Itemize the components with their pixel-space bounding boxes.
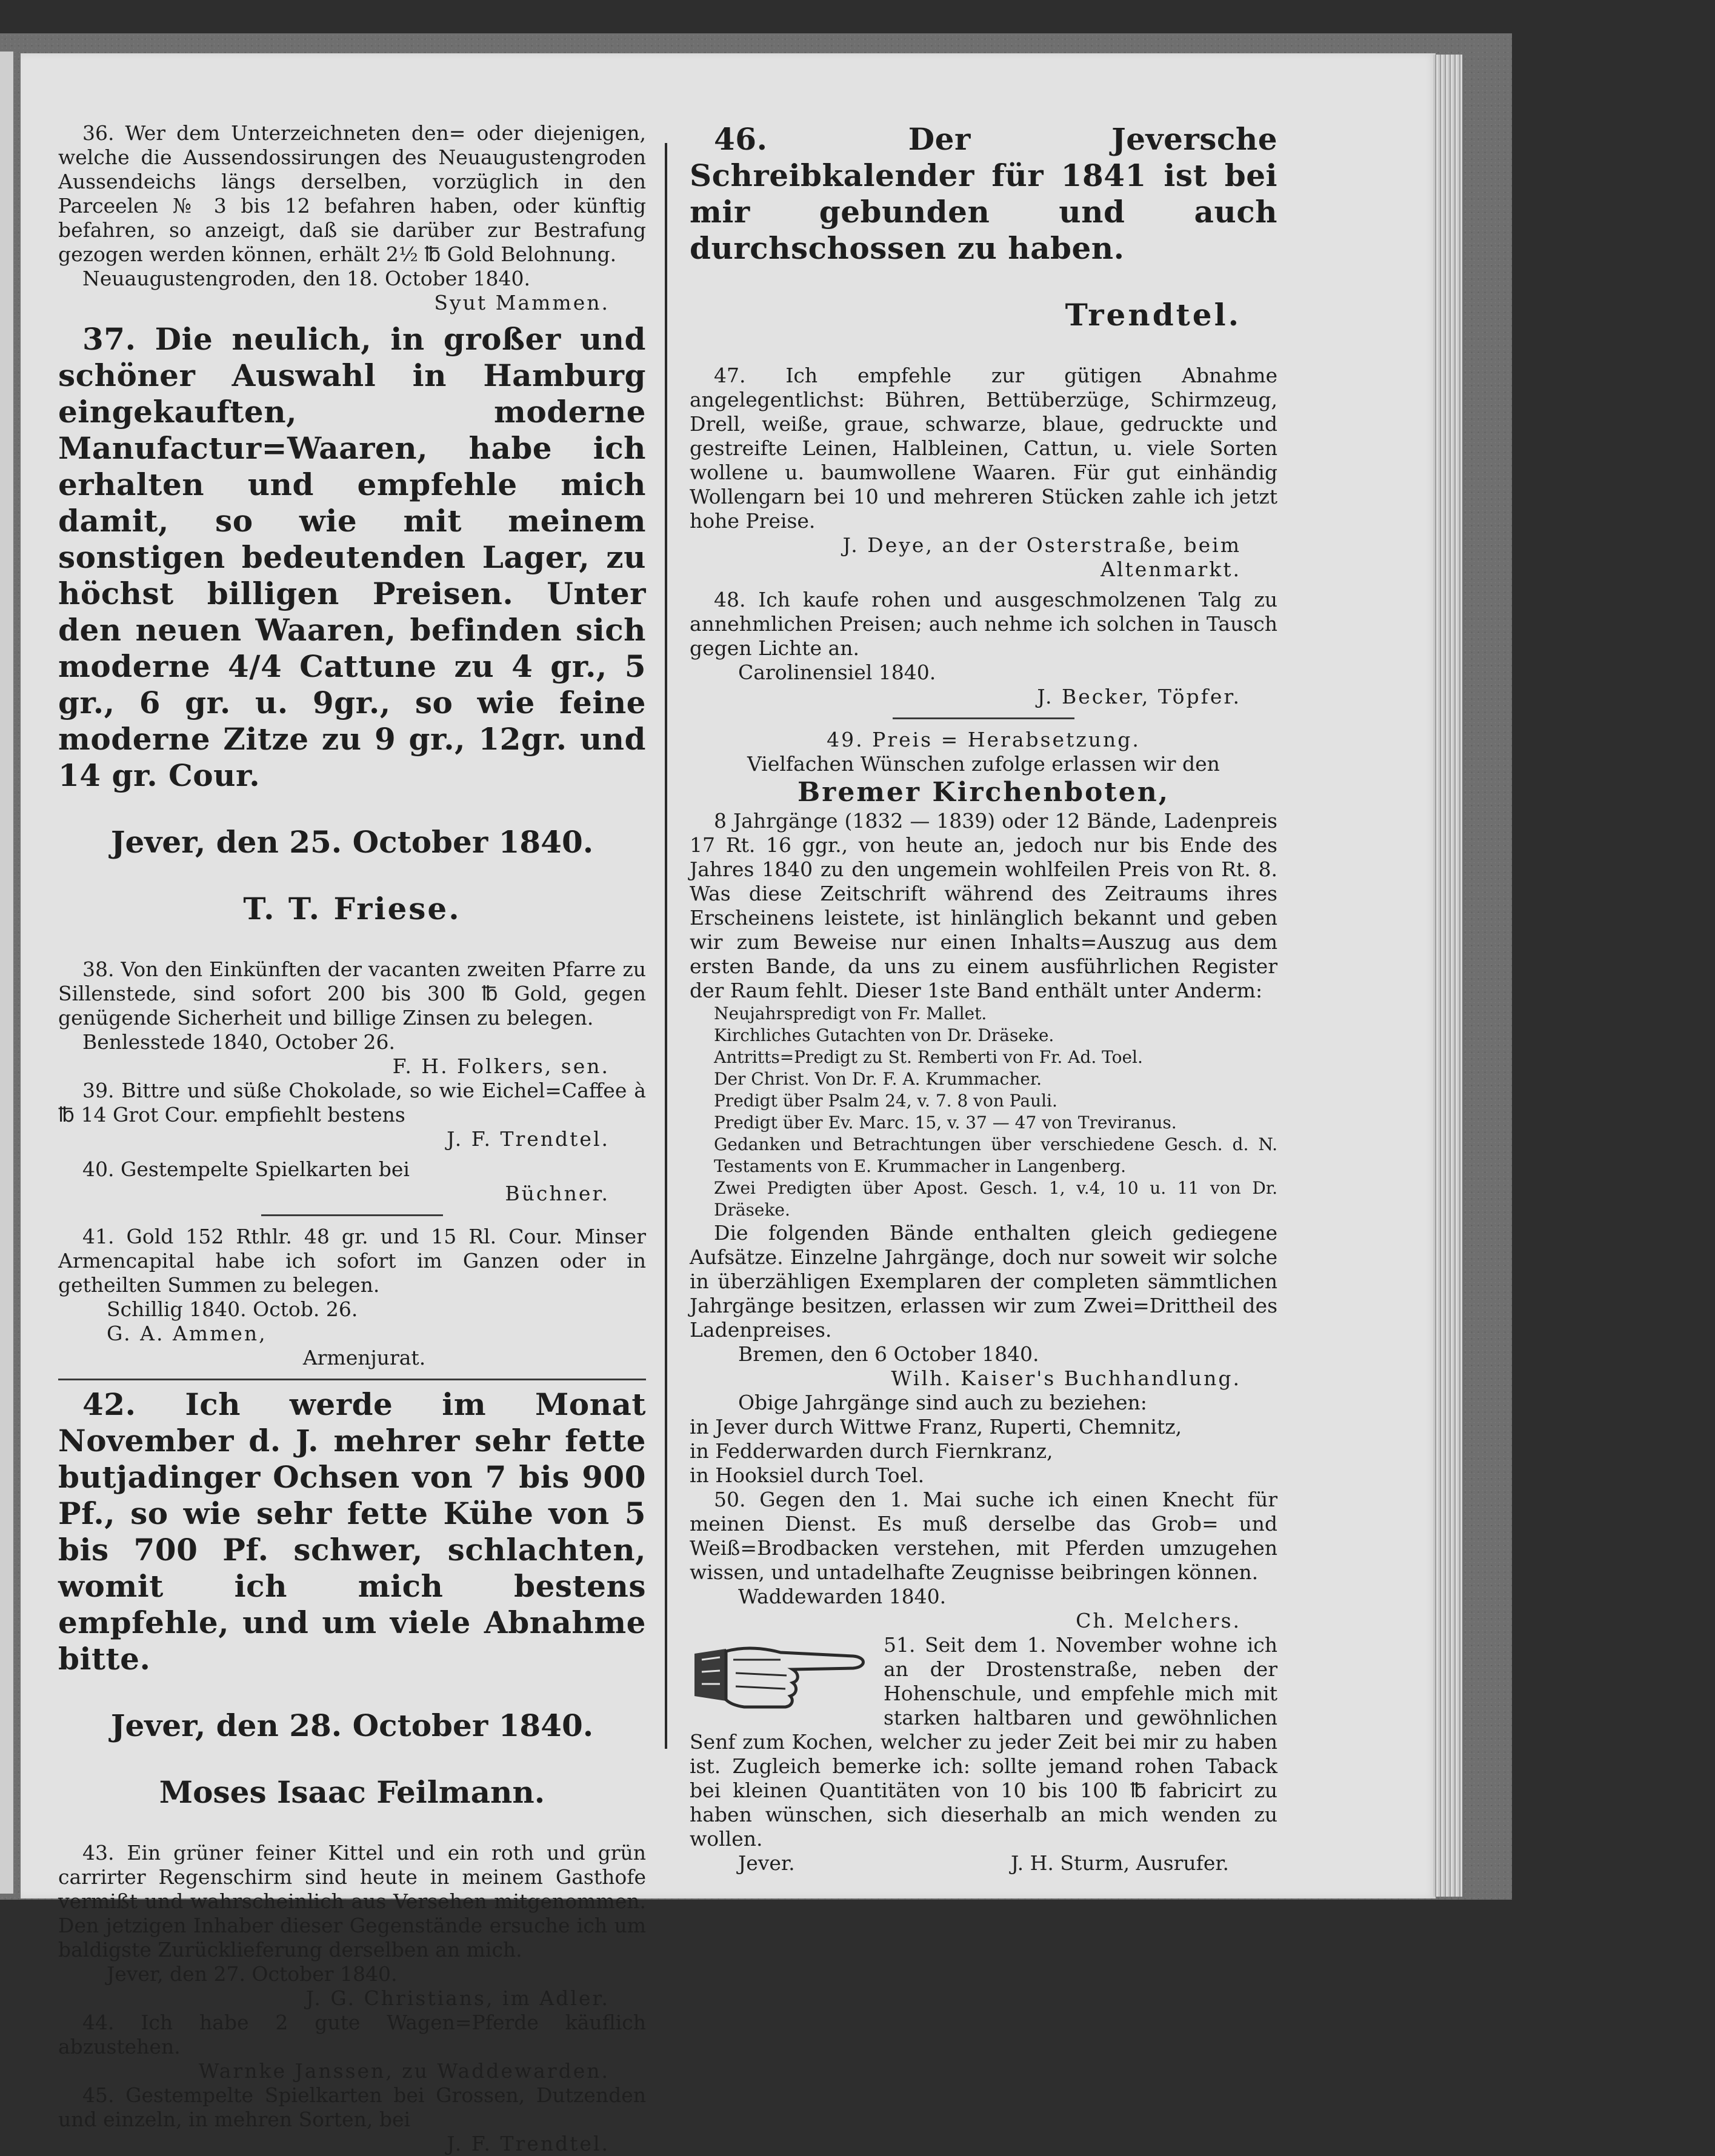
notice-40-signature: Büchner. bbox=[505, 1182, 610, 1205]
notice-48-place: Carolinensiel 1840. bbox=[738, 660, 936, 684]
notice-36-text: 36. Wer dem Unterzeichneten den= oder diejenigen, welche die Aussendossirungen des Neuaugustengroden Aussendeichs längs derselben, vorzüglich in den Parceelen № 3 bis 12 befahren haben, oder künftig befahren, so anzeigt, daß sie darüber zur Bestrafung gezogen werden können, erhält 2½ ℔ Gold Belohnung. bbox=[58, 121, 646, 266]
notice-36-signature: Syut Mammen. bbox=[434, 291, 610, 314]
notice-48-text: 48. Ich kaufe rohen und ausgeschmolzenen Talg zu annehmlichen Preisen; auch nehme ich solchen in Tausch gegen Lichte an. bbox=[690, 588, 1277, 660]
separator bbox=[893, 717, 1074, 719]
notice-46-text: 46. Der Jeversche Schreibkalender für 1841 ist bei mir gebunden und auch durchschossen zu haben. bbox=[690, 121, 1277, 266]
notice-44-signature: Warnke Janssen, zu Waddewarden. bbox=[198, 2059, 610, 2083]
notice-37-place: Jever, den 25. October 1840. bbox=[110, 824, 594, 860]
notice-48-signature: J. Becker, Töpfer. bbox=[1037, 685, 1241, 708]
notice-51-text: 51. Seit dem 1. November wohne ich an der Drostenstraße, neben der Hohenschule, und empfehle mich mit starken haltbaren und gewöhnlichen Senf zum Kochen, welcher zu jeder Zeit bei mir zu haben ist. Zugleich bemerke ich: sollte jemand rohen Taback bei kleinen Quantitäten von 10 bis 100 ℔ fabricirt zu haben wünschen, sich dieserhalb an mich wenden zu wollen. bbox=[690, 1633, 1277, 1851]
notice-49-title: Bremer Kirchenboten, bbox=[797, 777, 1170, 808]
notice-49-text2: Die folgenden Bände enthalten gleich gediegene Aufsätze. Einzelne Jahrgänge, doch nur soweit wir solche in überzähligen Exemplaren der completen sämmtlichen Jahrgänge besitzen, erlassen wir zum Zwei=Drittheil des Ladenpreises. bbox=[690, 1221, 1277, 1342]
notice-49-content-item: Antritts=Predigt zu St. Remberti von Fr. Ad. Toel. bbox=[714, 1047, 1143, 1067]
notice-49-signature: Wilh. Kaiser's Buchhandlung. bbox=[891, 1366, 1241, 1390]
notice-50-place: Waddewarden 1840. bbox=[738, 1585, 947, 1608]
notice-36-place: Neuaugustengroden, den 18. October 1840. bbox=[82, 267, 531, 290]
right-column bbox=[690, 121, 1277, 1875]
notice-49-content-item: Predigt über Ev. Marc. 15, v. 37 — 47 von Treviranus. bbox=[714, 1113, 1177, 1133]
notice-37-signature: T. T. Friese. bbox=[243, 891, 461, 927]
notice-42-place: Jever, den 28. October 1840. bbox=[110, 1708, 594, 1743]
notice-49-also: Obige Jahrgänge sind auch zu beziehen: bbox=[738, 1391, 1147, 1414]
notice-51-place: Jever. bbox=[738, 1851, 795, 1875]
notice-49-also-line: in Hooksiel durch Toel. bbox=[690, 1463, 925, 1487]
separator bbox=[58, 1379, 646, 1380]
notice-50-signature: Ch. Melchers. bbox=[1076, 1609, 1241, 1632]
notice-42-text: 42. Ich werde im Monat November d. J. mehrer sehr fette butjadinger Ochsen von 7 bis 900 Pf., so wie sehr fette Kühe von 5 bis 700 Pf. schwer, schlachten, womit ich mich bestens empfehle, und um viele Abnahme bitte. bbox=[58, 1386, 646, 1677]
notice-49-place: Bremen, den 6 October 1840. bbox=[738, 1342, 1039, 1366]
notice-49-content-item: Predigt über Psalm 24, v. 7. 8 von Pauli. bbox=[714, 1091, 1057, 1111]
notice-49-content-item: Gedanken und Betrachtungen über verschiedene Gesch. d. N. Testaments von E. Krummacher in Langenberg. bbox=[714, 1134, 1277, 1176]
notice-41-text: 41. Gold 152 Rthlr. 48 gr. und 15 Rl. Cour. Minser Armencapital habe ich sofort im Ganzen oder in getheilten Summen zu belegen. bbox=[58, 1225, 646, 1297]
notice-49-content-item: Der Christ. Von Dr. F. A. Krummacher. bbox=[714, 1069, 1042, 1089]
column-divider bbox=[665, 143, 667, 1749]
left-column bbox=[58, 121, 646, 2156]
notice-45-signature: J. F. Trendtel. bbox=[447, 2132, 610, 2155]
notice-51-signature: J. H. Sturm, Ausrufer. bbox=[1010, 1851, 1229, 1875]
notice-43-signature: J. G. Christians, im Adler. bbox=[305, 1986, 610, 2010]
notice-38-place: Benlesstede 1840, October 26. bbox=[82, 1030, 395, 1054]
notice-49-content-item: Kirchliches Gutachten von Dr. Dräseke. bbox=[714, 1025, 1054, 1045]
notice-49-also-line: in Jever durch Wittwe Franz, Ruperti, Chemnitz, bbox=[690, 1415, 1182, 1439]
pointing-hand-icon bbox=[690, 1635, 871, 1714]
notice-44-text: 44. Ich habe 2 gute Wagen=Pferde käuflich abzustehen. bbox=[58, 2011, 646, 2058]
notice-40-text: 40. Gestempelte Spielkarten bei bbox=[82, 1157, 410, 1181]
book-page-edges bbox=[1433, 55, 1462, 1897]
notice-42-signature: Moses Isaac Feilmann. bbox=[159, 1774, 545, 1810]
notice-50-text: 50. Gegen den 1. Mai suche ich einen Knecht für meinen Dienst. Es muß derselbe das Grob= und Weiß=Brodbacken verstehen, mit Pferden umzugehen wissen, und untadelhafte Zeugnisse beibringen können. bbox=[690, 1488, 1277, 1584]
notice-49-text: 8 Jahrgänge (1832 — 1839) oder 12 Bände, Ladenpreis 17 Rt. 16 ggr., von heute an, jedoch nur bis Ende des Jahres 1840 zu den ungemein wohlfeilen Preis von Rt. 8. Was diese Zeitschrift während des Zeitraums ihres Erscheinens leistete, ist hinlänglich bekannt und geben wir zum Beweise nur einen Inhalts=Auszug aus dem ersten Bande, da uns zu einem ausführlichen Register der Raum fehlt. Dieser 1ste Band enthält unter Anderm: bbox=[690, 809, 1277, 1002]
notice-43-text: 43. Ein grüner feiner Kittel und ein roth und grün carrirter Regenschirm sind heute in meinem Gasthofe vermißt und wahrscheinlich aus Versehen mitgenommen. Den jetzigen Inhaber dieser Gegenstände ersuche ich um baldigste Zurücklieferung derselben an mich. bbox=[58, 1841, 646, 1961]
notice-43-place: Jever, den 27. October 1840. bbox=[107, 1962, 398, 1986]
separator bbox=[261, 1214, 443, 1216]
previous-page-edge bbox=[0, 52, 13, 1894]
notice-41-signature: G. A. Ammen, bbox=[107, 1322, 267, 1345]
notice-51 bbox=[690, 1633, 1277, 1851]
notice-46-signature: Trendtel. bbox=[1065, 297, 1241, 333]
notice-47-signature: J. Deye, an der Osterstraße, beim Altenmarkt. bbox=[842, 533, 1241, 581]
notice-45-text: 45. Gestempelte Spielkarten bei Grossen, Dutzenden und einzeln, in mehren Sorten, bei bbox=[58, 2083, 646, 2131]
notice-41-signature2: Armenjurat. bbox=[302, 1346, 426, 1369]
notice-49-content-item: Zwei Predigten über Apost. Gesch. 1, v.4, 10 u. 11 von Dr. Dräseke. bbox=[714, 1178, 1277, 1220]
notice-49-heading: 49. Preis = Herabsetzung. bbox=[827, 728, 1141, 751]
notice-49-also-line: in Fedderwarden durch Fiernkranz, bbox=[690, 1439, 1053, 1463]
notice-41-place: Schillig 1840. Octob. 26. bbox=[107, 1297, 358, 1321]
notice-37-text: 37. Die neulich, in großer und schöner Auswahl in Hamburg eingekauften, moderne Manufactur=Waaren, habe ich erhalten und empfehle mich damit, so wie mit meinem sonstigen bedeutenden Lager, zu höchst billigen Preisen. Unter den neuen Waaren, befinden sich moderne 4/4 Cattune zu 4 gr., 5 gr., 6 gr. u. 9gr., so wie feine moderne Zitze zu 9 gr., 12gr. und 14 gr. Cour. bbox=[58, 321, 646, 793]
notice-49-intro: Vielfachen Wünschen zufolge erlassen wir den bbox=[747, 752, 1220, 776]
notice-38-text: 38. Von den Einkünften der vacanten zweiten Pfarre zu Sillenstede, sind sofort 200 bis 300 ℔ Gold, gegen genügende Sicherheit und billige Zinsen zu belegen. bbox=[58, 957, 646, 1030]
notice-47-text: 47. Ich empfehle zur gütigen Abnahme angelegentlichst: Bühren, Bettüberzüge, Schirmzeug, Drell, weiße, graue, schwarze, blaue, gedruckte und gestreifte Leinen, Halbleinen, Cattun, u. viele Sorten wollene u. baumwollene Waaren. Für gut einhändig Wollengarn bei 10 und mehreren Stücken zahle ich jetzt hohe Preise. bbox=[690, 364, 1277, 533]
notice-38-signature: F. H. Folkers, sen. bbox=[392, 1054, 610, 1078]
notice-39-text: 39. Bittre und süße Chokolade, so wie Eichel=Caffee à ℔ 14 Grot Cour. empfiehlt bestens bbox=[58, 1079, 646, 1126]
notice-49-content-item: Neujahrspredigt von Fr. Mallet. bbox=[714, 1003, 987, 1023]
notice-39-signature: J. F. Trendtel. bbox=[447, 1127, 610, 1151]
